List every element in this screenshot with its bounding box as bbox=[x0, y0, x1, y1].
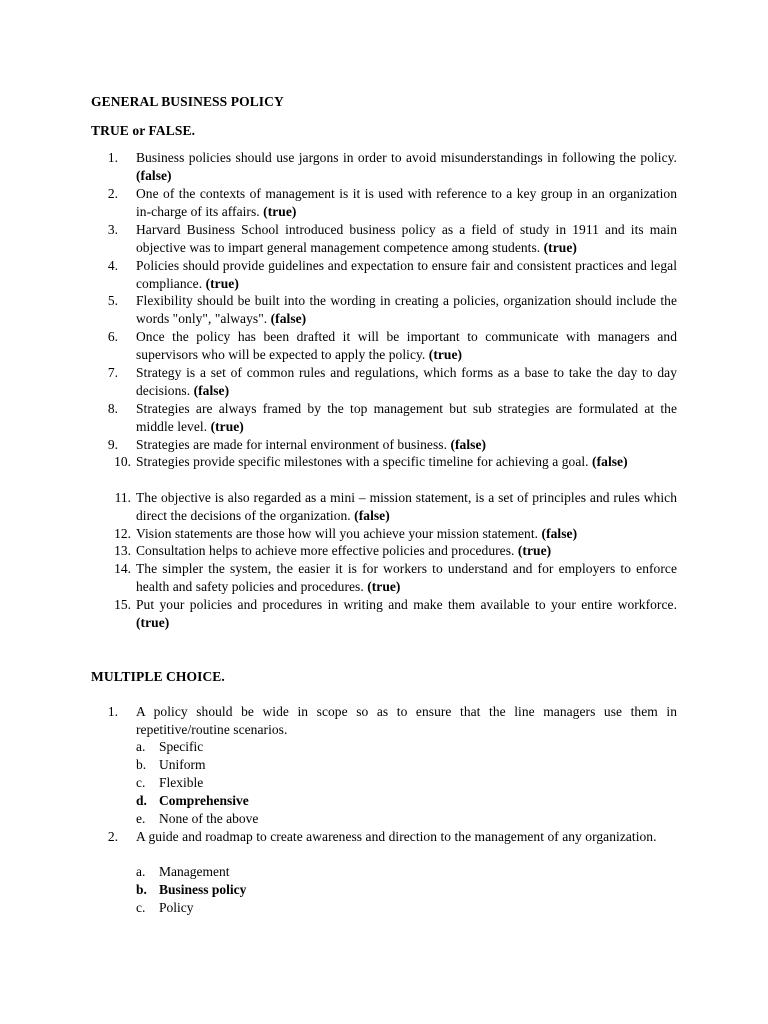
option-text: Specific bbox=[159, 739, 204, 754]
question-text: Strategies are made for internal environment of business. bbox=[136, 437, 448, 452]
option-letter: e. bbox=[136, 811, 146, 826]
option-letter: c. bbox=[136, 775, 146, 790]
item-text bbox=[136, 560, 677, 596]
item-number: 5. bbox=[107, 293, 118, 308]
question-text: Put your policies and procedures in writing and make them available to your entire workforce. bbox=[136, 597, 677, 612]
question-text: The objective is also regarded as a mini – mission statement, is a set of principles and rules which direct the decisions of the organization. bbox=[136, 490, 677, 523]
option-text: None of the above bbox=[159, 811, 259, 826]
option-letter: a. bbox=[136, 739, 146, 754]
question-text: Consultation helps to achieve more effective policies and procedures. bbox=[136, 543, 515, 558]
question-text: Vision statements are those how will you achieve your mission statement. bbox=[136, 526, 539, 541]
answer-label: (false) bbox=[354, 508, 390, 523]
option-letter: a. bbox=[136, 864, 146, 879]
answer-label: (false) bbox=[450, 437, 487, 452]
item-text bbox=[136, 436, 677, 454]
answer-label: (true) bbox=[205, 276, 239, 291]
question-text: Policies should provide guidelines and expectation to ensure fair and consistent practices and legal compliance. bbox=[136, 258, 677, 291]
question-text: A guide and roadmap to create awareness and direction to the management of any organization. bbox=[136, 829, 657, 844]
answer-label: (true) bbox=[517, 543, 552, 558]
question-text: A policy should be wide in scope so as to ensure that the line managers use them in repetitive/routine scenarios. bbox=[136, 704, 677, 737]
item-number: 1. bbox=[107, 704, 118, 719]
item-number: 12. bbox=[114, 526, 131, 541]
answer-label: (true) bbox=[367, 579, 401, 594]
answer-label: (false) bbox=[270, 311, 307, 326]
item-text bbox=[136, 328, 677, 364]
answer-label: (true) bbox=[428, 347, 463, 362]
item-text bbox=[136, 292, 677, 328]
option-text: Comprehensive bbox=[159, 793, 249, 808]
item-number: 1. bbox=[107, 150, 118, 165]
option-letter: d. bbox=[136, 793, 147, 808]
item-number: 2. bbox=[107, 186, 118, 201]
question-text: Strategies are always framed by the top management but sub strategies are formulated at the middle level. bbox=[136, 401, 677, 434]
item-number: 9. bbox=[107, 437, 118, 452]
option-letter: b. bbox=[136, 882, 147, 897]
item-number: 4. bbox=[107, 258, 118, 273]
answer-label: (true) bbox=[136, 615, 170, 630]
item-text bbox=[136, 596, 677, 632]
item-number: 3. bbox=[107, 222, 118, 237]
option-text: Management bbox=[159, 864, 230, 879]
item-number: 13. bbox=[114, 543, 131, 558]
question-text: Once the policy has been drafted it will be important to communicate with managers and supervisors who will be expected to apply the policy. bbox=[136, 329, 677, 362]
item-number: 10. bbox=[114, 454, 131, 469]
answer-label: (false) bbox=[193, 383, 230, 398]
option-letter: b. bbox=[136, 757, 147, 772]
item-text bbox=[136, 185, 677, 221]
question-text: Harvard Business School introduced business policy as a field of study in 1911 and its main objective was to impart general management competence among students. bbox=[136, 222, 677, 255]
answer-label: (false) bbox=[592, 454, 628, 469]
question-text: Strategies provide specific milestones with a specific timeline for achieving a goal. bbox=[136, 454, 589, 469]
question-text: Flexibility should be built into the wording in creating a policies, organization should include the words "only", "always". bbox=[136, 293, 677, 326]
item-text bbox=[136, 525, 677, 543]
item-text bbox=[136, 257, 677, 293]
option-text: Policy bbox=[159, 900, 194, 915]
option-letter: c. bbox=[136, 900, 146, 915]
item-text bbox=[136, 489, 677, 525]
item-number: 11. bbox=[114, 490, 131, 505]
item-text bbox=[136, 364, 677, 400]
answer-label: (false) bbox=[136, 168, 172, 183]
question-text: Business policies should use jargons in order to avoid misunderstandings in following the policy. bbox=[136, 150, 677, 165]
item-number: 2. bbox=[107, 829, 118, 844]
option-text: Uniform bbox=[159, 757, 206, 772]
item-number: 15. bbox=[114, 597, 131, 612]
item-text bbox=[136, 453, 677, 471]
item-number: 8. bbox=[107, 401, 118, 416]
item-text bbox=[136, 221, 677, 257]
answer-label: (true) bbox=[263, 204, 297, 219]
item-text bbox=[136, 149, 677, 185]
option-text: Business policy bbox=[159, 882, 247, 897]
answer-label: (true) bbox=[543, 240, 577, 255]
answer-label: (true) bbox=[210, 419, 244, 434]
true-false-heading: TRUE or FALSE. bbox=[91, 123, 196, 138]
document-title: GENERAL BUSINESS POLICY bbox=[91, 94, 284, 109]
question-text: Strategy is a set of common rules and regulations, which forms as a base to take the day to day decisions. bbox=[136, 365, 677, 398]
question-text: The simpler the system, the easier it is for workers to understand and for employers to enforce health and safety policies and procedures. bbox=[136, 561, 677, 594]
item-text bbox=[136, 400, 677, 436]
item-text bbox=[136, 542, 677, 560]
option-text: Flexible bbox=[159, 775, 204, 790]
item-number: 6. bbox=[107, 329, 118, 344]
item-number: 14. bbox=[114, 561, 131, 576]
question-text: One of the contexts of management is it is used with reference to a key group in an organization in-charge of its affairs. bbox=[136, 186, 677, 219]
multiple-choice-heading: MULTIPLE CHOICE. bbox=[91, 669, 225, 684]
answer-label: (false) bbox=[541, 526, 578, 541]
item-number: 7. bbox=[107, 365, 118, 380]
